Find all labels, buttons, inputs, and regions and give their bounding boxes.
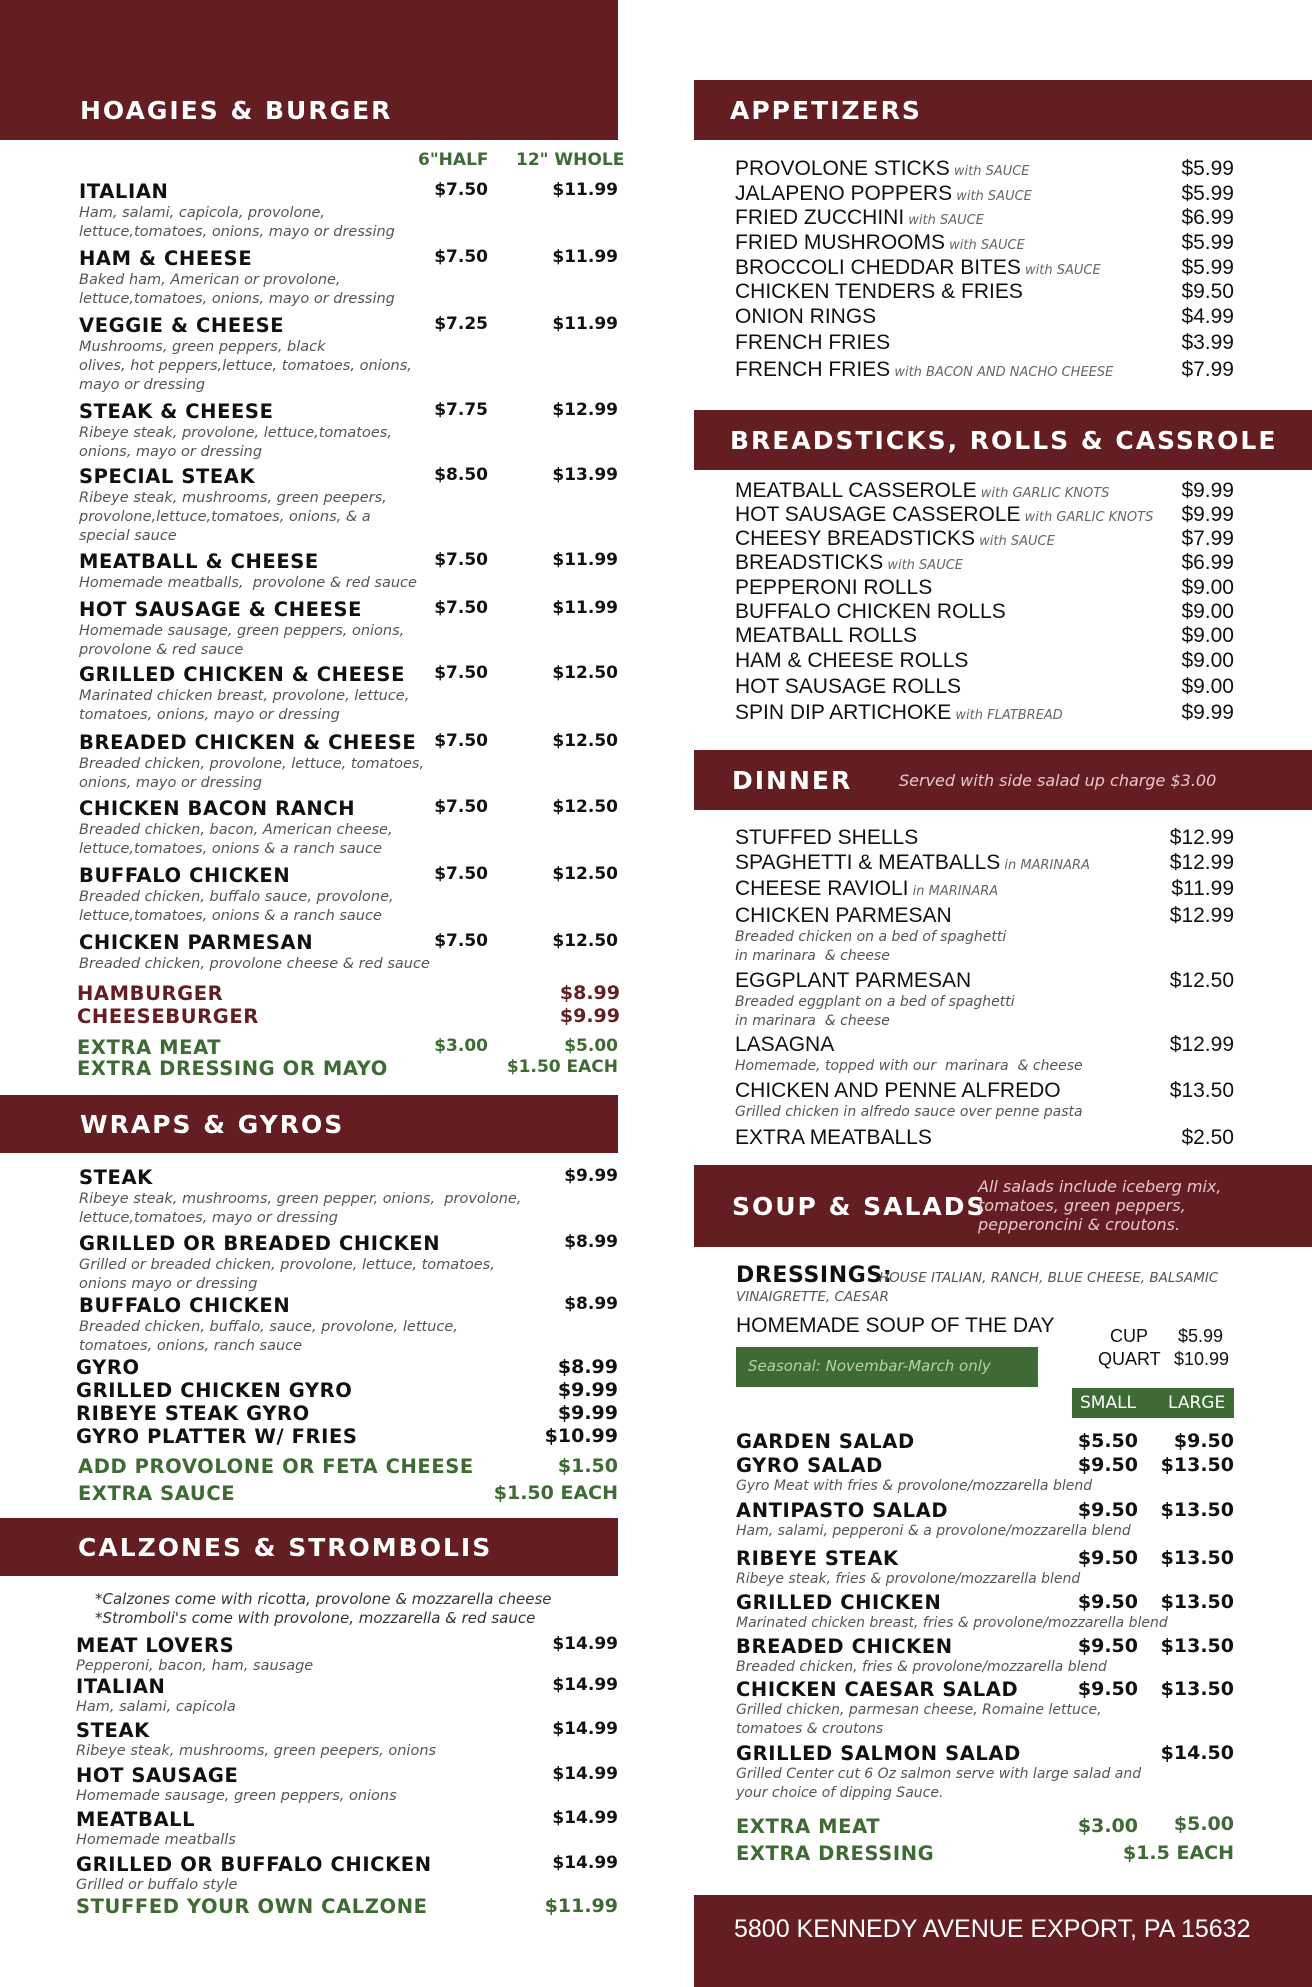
dinner-title: SPAGHETTI & MEATBALLS bbox=[735, 851, 1001, 874]
wrap-description: Ribeye steak, mushrooms, green pepper, onions, provolone, lettuce,tomatoes, mayo or dressing bbox=[79, 1191, 522, 1226]
col-whole-label: 12" WHOLE bbox=[516, 150, 625, 170]
calzone-price: $14.99 bbox=[552, 1675, 618, 1695]
appetizer-name bbox=[735, 206, 984, 230]
salad-name: CHICKEN CAESAR SALAD bbox=[736, 1678, 1019, 1701]
dinner-title: CHICKEN AND PENNE ALFREDO bbox=[735, 1079, 1061, 1102]
hoagie-half-price: $7.50 bbox=[434, 180, 488, 200]
dinner-description: Grilled chicken in alfredo sauce over penne pasta bbox=[735, 1104, 1083, 1120]
salad-extra-meat-small: $3.00 bbox=[1077, 1815, 1138, 1837]
extra-sauce-price: $1.50 EACH bbox=[493, 1482, 618, 1504]
appetizer-title: FRENCH FRIES bbox=[735, 358, 891, 381]
dinner-price: $11.99 bbox=[1171, 877, 1234, 900]
hoagie-name: CHICKEN PARMESAN bbox=[79, 931, 314, 954]
appetizer-price: $3.99 bbox=[1181, 331, 1234, 354]
appetizer-name bbox=[735, 305, 876, 329]
hoagie-description: Breaded chicken, buffalo sauce, provolone, lettuce,tomatoes, onions & a ranch sauce bbox=[79, 889, 394, 924]
calzone-description: Ribeye steak, mushrooms, green peepers, onions bbox=[76, 1743, 437, 1759]
breadstick-title: MEATBALL CASSEROLE bbox=[735, 479, 977, 502]
calzone-name: MEATBALL bbox=[76, 1808, 196, 1831]
salad-small-price: $9.50 bbox=[1077, 1635, 1138, 1657]
dinner-name bbox=[735, 1079, 1061, 1103]
hoagie-name: GRILLED CHICKEN & CHEESE bbox=[79, 663, 405, 686]
breadstick-price: $6.99 bbox=[1181, 551, 1234, 574]
dinner-title: CHEESE RAVIOLI bbox=[735, 877, 909, 900]
calzone-name: STEAK bbox=[76, 1719, 150, 1742]
salad-description: Marinated chicken breast, fries & provolone/mozzarella blend bbox=[736, 1615, 1168, 1631]
hoagie-description: Mushrooms, green peppers, black olives, hot peppers,lettuce, tomatoes, onions, mayo or dressing bbox=[79, 339, 412, 393]
dinner-price: $12.99 bbox=[1169, 851, 1234, 874]
appetizer-accompaniment: with SAUCE bbox=[904, 213, 984, 228]
hoagie-name: HAM & CHEESE bbox=[79, 247, 253, 270]
appetizer-accompaniment: with BACON AND NACHO CHEESE bbox=[890, 365, 1114, 380]
breadstick-accompaniment: with GARLIC KNOTS bbox=[976, 486, 1110, 501]
dinner-name bbox=[735, 1126, 932, 1150]
hoagie-name: ITALIAN bbox=[79, 180, 169, 203]
salad-large-price: $13.50 bbox=[1160, 1547, 1234, 1569]
hoagie-half-price: $7.50 bbox=[434, 731, 488, 751]
hoagie-whole-price: $11.99 bbox=[552, 598, 618, 618]
gyro-price: $9.99 bbox=[557, 1379, 618, 1401]
hoagie-half-price: $7.50 bbox=[434, 864, 488, 884]
breadstick-price: $9.99 bbox=[1181, 701, 1234, 724]
hoagie-whole-price: $12.99 bbox=[552, 400, 618, 420]
hoagie-description: Breaded chicken, provolone cheese & red sauce bbox=[79, 956, 430, 972]
appetizer-price: $4.99 bbox=[1181, 305, 1234, 328]
dinner-price: $12.99 bbox=[1169, 826, 1234, 849]
hoagies-header bbox=[0, 0, 618, 140]
gyro-price: $8.99 bbox=[557, 1356, 618, 1378]
dinner-price: $12.99 bbox=[1169, 904, 1234, 927]
breadstick-price: $9.00 bbox=[1181, 600, 1234, 623]
appetizer-accompaniment: with SAUCE bbox=[945, 238, 1025, 253]
salad-large-price: $13.50 bbox=[1160, 1591, 1234, 1613]
calzones-title: CALZONES & STROMBOLIS bbox=[78, 1533, 493, 1562]
appetizer-title: FRIED ZUCCHINI bbox=[735, 206, 905, 229]
calzone-price: $14.99 bbox=[552, 1808, 618, 1828]
appetizer-accompaniment: with SAUCE bbox=[949, 164, 1030, 179]
col-small-label: SMALL bbox=[1080, 1393, 1137, 1413]
extra-dressing-name: EXTRA DRESSING OR MAYO bbox=[77, 1057, 388, 1080]
breadstick-title: HAM & CHEESE ROLLS bbox=[735, 649, 969, 672]
dinner-title: STUFFED SHELLS bbox=[735, 826, 919, 849]
hamburger-name: HAMBURGER bbox=[77, 982, 224, 1005]
cheeseburger-price: $9.99 bbox=[559, 1005, 620, 1027]
hoagie-description: Marinated chicken breast, provolone, lettuce, tomatoes, onions, mayo or dressing bbox=[79, 688, 410, 723]
salad-extra-dressing-name: EXTRA DRESSING bbox=[736, 1842, 935, 1865]
salad-small-price: $9.50 bbox=[1077, 1547, 1138, 1569]
breadstick-price: $9.99 bbox=[1181, 479, 1234, 502]
seasonal-text: Seasonal: Novembar-March only bbox=[748, 1357, 991, 1375]
hoagie-name: HOT SAUSAGE & CHEESE bbox=[79, 598, 363, 621]
hoagie-half-price: $7.50 bbox=[434, 247, 488, 267]
soup-name: HOMEMADE SOUP OF THE DAY bbox=[736, 1314, 1055, 1337]
calzone-price: $14.99 bbox=[552, 1764, 618, 1784]
salad-description: Ham, salami, pepperoni & a provolone/mozzarella blend bbox=[736, 1523, 1131, 1539]
breadstick-name bbox=[735, 479, 1109, 503]
salad-name: GRILLED CHICKEN bbox=[736, 1591, 942, 1614]
dinner-header bbox=[694, 750, 1312, 810]
dinner-price: $12.99 bbox=[1169, 1033, 1234, 1056]
appetizer-accompaniment: with SAUCE bbox=[1020, 263, 1101, 278]
hoagie-whole-price: $13.99 bbox=[552, 465, 618, 485]
appetizer-name bbox=[735, 182, 1032, 206]
appetizer-price: $5.99 bbox=[1181, 182, 1234, 205]
hoagie-whole-price: $12.50 bbox=[552, 864, 618, 884]
dinner-title: LASAGNA bbox=[735, 1033, 835, 1056]
add-provolone-name: ADD PROVOLONE OR FETA CHEESE bbox=[78, 1455, 474, 1478]
hoagie-whole-price: $12.50 bbox=[552, 931, 618, 951]
soup-cup-label: CUP bbox=[1110, 1326, 1149, 1346]
breadstick-accompaniment: with SAUCE bbox=[975, 534, 1055, 549]
calzone-name: HOT SAUSAGE bbox=[76, 1764, 239, 1787]
dinner-title: EGGPLANT PARMESAN bbox=[735, 969, 972, 992]
hoagie-description: Breaded chicken, provolone, lettuce, tomatoes, onions, mayo or dressing bbox=[79, 756, 425, 791]
breadstick-name bbox=[735, 551, 963, 575]
breadstick-name bbox=[735, 649, 968, 673]
wraps-header bbox=[0, 1095, 618, 1153]
gyro-price: $9.99 bbox=[557, 1402, 618, 1424]
breadsticks-title: BREADSTICKS, ROLLS & CASSROLE bbox=[730, 426, 1278, 455]
calzone-description: Homemade meatballs bbox=[76, 1832, 236, 1848]
appetizer-price: $5.99 bbox=[1181, 256, 1234, 279]
hoagie-whole-price: $11.99 bbox=[552, 180, 618, 200]
breadstick-title: CHEESY BREADSTICKS bbox=[735, 527, 976, 550]
hoagie-description: Baked ham, American or provolone, lettuce,tomatoes, onions, mayo or dressing bbox=[79, 272, 395, 307]
dinner-description: Homemade, topped with our marinara & cheese bbox=[735, 1058, 1083, 1074]
hoagie-description: Breaded chicken, bacon, American cheese, lettuce,tomatoes, onions & a ranch sauce bbox=[79, 822, 393, 857]
extra-meat-half: $3.00 bbox=[434, 1036, 488, 1056]
breadstick-name bbox=[735, 527, 1055, 551]
wrap-name: GRILLED OR BREADED CHICKEN bbox=[79, 1232, 441, 1255]
hoagie-name: BUFFALO CHICKEN bbox=[79, 864, 291, 887]
soup-cup-price: $5.99 bbox=[1178, 1326, 1224, 1346]
salad-name: RIBEYE STEAK bbox=[736, 1547, 899, 1570]
hoagie-half-price: $7.75 bbox=[434, 400, 488, 420]
hoagie-description: Ribeye steak, mushrooms, green peepers, provolone,lettuce,tomatoes, onions, & a special sauce bbox=[79, 490, 387, 544]
hoagie-half-price: $7.50 bbox=[434, 797, 488, 817]
hoagie-whole-price: $11.99 bbox=[552, 314, 618, 334]
breadstick-accompaniment: with GARLIC KNOTS bbox=[1020, 510, 1154, 525]
salad-small-price: $9.50 bbox=[1077, 1454, 1138, 1476]
salad-name: ANTIPASTO SALAD bbox=[736, 1499, 949, 1522]
breadstick-name bbox=[735, 701, 1063, 725]
breadstick-price: $9.00 bbox=[1181, 675, 1234, 698]
appetizer-title: JALAPENO POPPERS bbox=[735, 182, 953, 205]
salad-small-price: $9.50 bbox=[1077, 1678, 1138, 1700]
dinner-name bbox=[735, 826, 918, 850]
wraps-title: WRAPS & GYROS bbox=[80, 1110, 345, 1139]
calzone-description: Pepperoni, bacon, ham, sausage bbox=[76, 1658, 314, 1674]
breadstick-title: MEATBALL ROLLS bbox=[735, 624, 918, 647]
appetizer-name bbox=[735, 256, 1101, 280]
dinner-accompaniment: in MARINARA bbox=[1000, 858, 1090, 873]
salad-name: GARDEN SALAD bbox=[736, 1430, 915, 1453]
salad-name: BREADED CHICKEN bbox=[736, 1635, 953, 1658]
dinner-title: CHICKEN PARMESAN bbox=[735, 904, 952, 927]
appetizers-title: APPETIZERS bbox=[730, 96, 922, 125]
cheeseburger-name: CHEESEBURGER bbox=[77, 1005, 259, 1028]
hoagie-description: Homemade sausage, green peppers, onions, provolone & red sauce bbox=[79, 623, 405, 658]
appetizer-title: FRIED MUSHROOMS bbox=[735, 231, 945, 254]
calzone-name: GRILLED OR BUFFALO CHICKEN bbox=[76, 1853, 432, 1876]
calzone-price: $14.99 bbox=[552, 1634, 618, 1654]
salads-note: All salads include iceberg mix, tomatoes, green peppers, pepperoncini & croutons. bbox=[978, 1177, 1222, 1234]
gyro-name: GRILLED CHICKEN GYRO bbox=[76, 1379, 353, 1402]
breadstick-name bbox=[735, 576, 932, 600]
dinner-description: Breaded chicken on a bed of spaghetti in marinara & cheese bbox=[735, 929, 1007, 964]
col-large-label: LARGE bbox=[1168, 1393, 1226, 1413]
salads-header bbox=[694, 1165, 1312, 1247]
footer-bar bbox=[694, 1895, 1312, 1987]
wrap-name: STEAK bbox=[79, 1166, 153, 1189]
breadstick-title: HOT SAUSAGE CASSEROLE bbox=[735, 503, 1021, 526]
breadstick-title: BREADSTICKS bbox=[735, 551, 884, 574]
breadstick-name bbox=[735, 600, 1006, 624]
gyro-name: GYRO PLATTER W/ FRIES bbox=[76, 1425, 358, 1448]
appetizer-price: $6.99 bbox=[1181, 206, 1234, 229]
appetizer-price: $5.99 bbox=[1181, 231, 1234, 254]
calzone-price: $14.99 bbox=[552, 1853, 618, 1873]
wrap-description: Breaded chicken, buffalo, sauce, provolone, lettuce, tomatoes, onions, ranch sauce bbox=[79, 1319, 458, 1354]
dinner-note: Served with side salad up charge $3.00 bbox=[899, 771, 1217, 790]
appetizer-name bbox=[735, 280, 1023, 304]
appetizers-header bbox=[694, 80, 1312, 140]
appetizer-title: PROVOLONE STICKS bbox=[735, 157, 950, 180]
wrap-name: BUFFALO CHICKEN bbox=[79, 1294, 291, 1317]
salad-description: Grilled chicken, parmesan cheese, Romaine lettuce, tomatoes & croutons bbox=[736, 1702, 1102, 1737]
hoagie-whole-price: $12.50 bbox=[552, 731, 618, 751]
hoagie-whole-price: $12.50 bbox=[552, 663, 618, 683]
dinner-name bbox=[735, 969, 971, 993]
breadstick-title: HOT SAUSAGE ROLLS bbox=[735, 675, 962, 698]
salad-small-price: $9.50 bbox=[1077, 1591, 1138, 1613]
breadstick-price: $9.99 bbox=[1181, 503, 1234, 526]
dressings-label: DRESSINGS: bbox=[736, 1263, 893, 1288]
calzone-name: MEAT LOVERS bbox=[76, 1634, 235, 1657]
salad-large-price: $9.50 bbox=[1173, 1430, 1234, 1452]
calzones-header bbox=[0, 1518, 618, 1576]
salad-extra-dressing-price: $1.5 EACH bbox=[1122, 1842, 1234, 1864]
gyro-name: RIBEYE STEAK GYRO bbox=[76, 1402, 310, 1425]
hoagie-description: Ham, salami, capicola, provolone, lettuce,tomatoes, onions, mayo or dressing bbox=[79, 205, 395, 240]
hoagie-description: Ribeye steak, provolone, lettuce,tomatoes, onions, mayo or dressing bbox=[79, 425, 392, 460]
gyro-price: $10.99 bbox=[544, 1425, 618, 1447]
dinner-description: Breaded eggplant on a bed of spaghetti in marinara & cheese bbox=[735, 994, 1015, 1029]
extra-dressing-price: $1.50 EACH bbox=[506, 1057, 618, 1077]
hoagie-name: VEGGIE & CHEESE bbox=[79, 314, 285, 337]
extra-sauce-name: EXTRA SAUCE bbox=[78, 1482, 236, 1505]
dinner-price: $12.50 bbox=[1169, 969, 1234, 992]
breadstick-accompaniment: with SAUCE bbox=[883, 558, 963, 573]
salad-description: Breaded chicken, fries & provolone/mozzarella blend bbox=[736, 1659, 1107, 1675]
extra-meat-name: EXTRA MEAT bbox=[77, 1036, 222, 1059]
hoagie-half-price: $7.50 bbox=[434, 598, 488, 618]
appetizer-name bbox=[735, 231, 1025, 255]
hoagie-name: CHICKEN BACON RANCH bbox=[79, 797, 356, 820]
hoagie-half-price: $7.50 bbox=[434, 931, 488, 951]
breadstick-title: PEPPERONI ROLLS bbox=[735, 576, 933, 599]
hoagie-whole-price: $11.99 bbox=[552, 550, 618, 570]
breadstick-name bbox=[735, 624, 917, 648]
breadsticks-header bbox=[694, 410, 1312, 470]
dinner-accompaniment: in MARINARA bbox=[908, 884, 999, 899]
hoagie-description: Homemade meatballs, provolone & red sauce bbox=[79, 575, 417, 591]
salad-description: Ribeye steak, fries & provolone/mozzarella blend bbox=[736, 1571, 1081, 1587]
wrap-price: $8.99 bbox=[564, 1232, 618, 1252]
gyro-name: GYRO bbox=[76, 1356, 140, 1379]
hoagie-name: SPECIAL STEAK bbox=[79, 465, 256, 488]
hoagie-half-price: $7.50 bbox=[434, 663, 488, 683]
soup-quart-label: QUART bbox=[1098, 1349, 1161, 1369]
salad-small-price: $9.50 bbox=[1077, 1499, 1138, 1521]
dinner-name bbox=[735, 1033, 834, 1057]
salad-name: GYRO SALAD bbox=[736, 1454, 883, 1477]
wrap-description: Grilled or breaded chicken, provolone, lettuce, tomatoes, onions mayo or dressing bbox=[79, 1257, 495, 1292]
breadstick-price: $7.99 bbox=[1181, 527, 1234, 550]
salad-name: GRILLED SALMON SALAD bbox=[736, 1742, 1021, 1765]
salad-small-price: $5.50 bbox=[1077, 1430, 1138, 1452]
hoagie-name: BREADED CHICKEN & CHEESE bbox=[79, 731, 417, 754]
footer-address: 5800 KENNEDY AVENUE EXPORT, PA 15632 bbox=[734, 1915, 1251, 1943]
dinner-name bbox=[735, 877, 998, 901]
appetizer-title: FRENCH FRIES bbox=[735, 331, 891, 354]
breadstick-accompaniment: with FLATBREAD bbox=[951, 708, 1063, 723]
calzone-description: Homemade sausage, green peppers, onions bbox=[76, 1788, 397, 1804]
appetizer-title: BROCCOLI CHEDDAR BITES bbox=[735, 256, 1021, 279]
hoagie-whole-price: $12.50 bbox=[552, 797, 618, 817]
breadstick-price: $9.00 bbox=[1181, 576, 1234, 599]
breadstick-name bbox=[735, 675, 961, 699]
dinner-price: $13.50 bbox=[1169, 1079, 1234, 1102]
stromboli-note: *Stromboli's come with provolone, mozzarella & red sauce bbox=[95, 1609, 536, 1627]
appetizer-name bbox=[735, 331, 890, 355]
salad-large-price: $14.50 bbox=[1160, 1742, 1234, 1764]
dinner-name bbox=[735, 904, 952, 928]
calzone-note: *Calzones come with ricotta, provolone & mozzarella cheese bbox=[95, 1590, 552, 1608]
hoagie-name: STEAK & CHEESE bbox=[79, 400, 274, 423]
calzone-description: Grilled or buffalo style bbox=[76, 1877, 238, 1893]
breadstick-price: $9.00 bbox=[1181, 649, 1234, 672]
dinner-title: DINNER bbox=[732, 766, 853, 795]
breadstick-title: SPIN DIP ARTICHOKE bbox=[735, 701, 952, 724]
soup-quart-price: $10.99 bbox=[1174, 1349, 1230, 1369]
hoagies-title: HOAGIES & BURGER bbox=[80, 96, 393, 125]
appetizer-title: ONION RINGS bbox=[735, 305, 877, 328]
calzone-price: $14.99 bbox=[552, 1719, 618, 1739]
salad-extra-meat-name: EXTRA MEAT bbox=[736, 1815, 881, 1838]
dinner-price: $2.50 bbox=[1181, 1126, 1234, 1149]
salad-large-price: $13.50 bbox=[1160, 1678, 1234, 1700]
calzone-name: ITALIAN bbox=[76, 1675, 166, 1698]
dinner-name bbox=[735, 851, 1090, 875]
appetizer-accompaniment: with SAUCE bbox=[952, 189, 1032, 204]
stuffed-calzone-price: $11.99 bbox=[544, 1895, 618, 1917]
calzone-description: Ham, salami, capicola bbox=[76, 1699, 236, 1715]
hoagie-half-price: $8.50 bbox=[434, 465, 488, 485]
wrap-price: $8.99 bbox=[564, 1294, 618, 1314]
breadstick-price: $9.00 bbox=[1181, 624, 1234, 647]
salad-extra-meat-large: $5.00 bbox=[1173, 1813, 1234, 1835]
stuffed-calzone-name: STUFFED YOUR OWN CALZONE bbox=[76, 1895, 428, 1918]
appetizer-price: $7.99 bbox=[1181, 358, 1234, 381]
col-half-label: 6"HALF bbox=[418, 150, 489, 170]
salad-large-price: $13.50 bbox=[1160, 1635, 1234, 1657]
salad-large-price: $13.50 bbox=[1160, 1454, 1234, 1476]
hoagie-half-price: $7.25 bbox=[434, 314, 488, 334]
dressings-list: HOUSE ITALIAN, RANCH, BLUE CHEESE, BALSAMIC VINAIGRETTE, CAESAR bbox=[736, 1270, 1219, 1305]
dinner-title: EXTRA MEATBALLS bbox=[735, 1126, 932, 1149]
breadstick-name bbox=[735, 503, 1153, 527]
appetizer-title: CHICKEN TENDERS & FRIES bbox=[735, 280, 1023, 303]
appetizer-name bbox=[735, 358, 1113, 382]
appetizer-price: $9.50 bbox=[1181, 280, 1234, 303]
salads-title: SOUP & SALADS bbox=[732, 1192, 987, 1221]
hamburger-price: $8.99 bbox=[559, 982, 620, 1004]
add-provolone-price: $1.50 bbox=[557, 1455, 618, 1477]
extra-meat-whole: $5.00 bbox=[564, 1036, 618, 1056]
hoagie-whole-price: $11.99 bbox=[552, 247, 618, 267]
wrap-price: $9.99 bbox=[564, 1166, 618, 1186]
salad-description: Gyro Meat with fries & provolone/mozzarella blend bbox=[736, 1478, 1093, 1494]
hoagie-half-price: $7.50 bbox=[434, 550, 488, 570]
appetizer-name bbox=[735, 157, 1030, 181]
salad-large-price: $13.50 bbox=[1160, 1499, 1234, 1521]
appetizer-price: $5.99 bbox=[1181, 157, 1234, 180]
salad-description: Grilled Center cut 6 Oz salmon serve with large salad and your choice of dipping Sauce. bbox=[736, 1766, 1142, 1801]
hoagie-name: MEATBALL & CHEESE bbox=[79, 550, 319, 573]
breadstick-title: BUFFALO CHICKEN ROLLS bbox=[735, 600, 1006, 623]
